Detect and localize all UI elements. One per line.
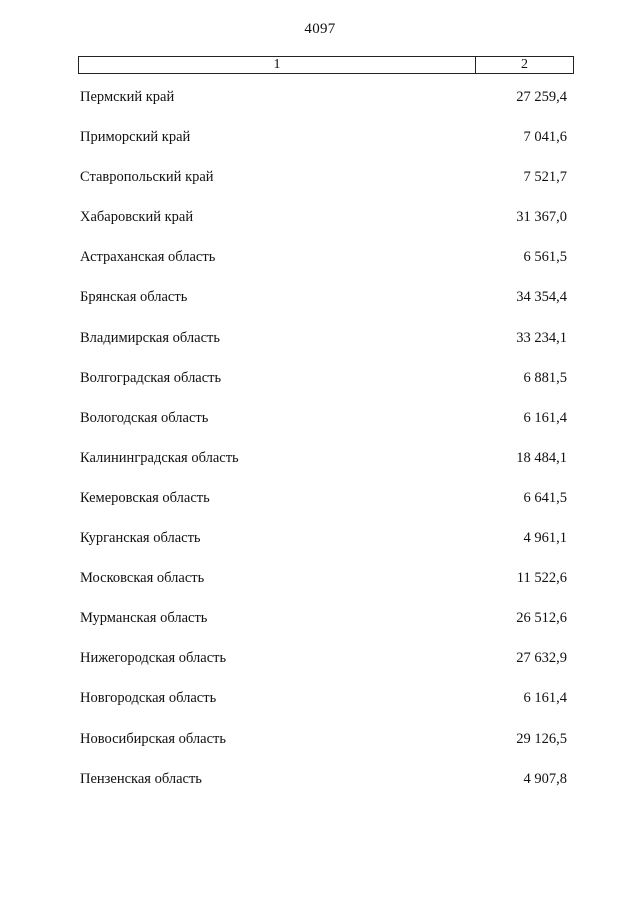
region-name: Кемеровская область <box>80 489 210 506</box>
table-row <box>80 249 567 289</box>
region-value: 26 512,6 <box>516 610 567 627</box>
table-row <box>80 530 567 570</box>
region-name: Брянская область <box>80 289 188 306</box>
region-name: Пермский край <box>80 89 175 105</box>
region-value: 6 561,5 <box>523 249 567 266</box>
region-name: Хабаровский край <box>80 209 194 226</box>
table-row <box>80 690 567 730</box>
region-name: Московская область <box>80 570 205 587</box>
region-name: Вологодская область <box>80 409 209 426</box>
table-row <box>80 731 567 771</box>
region-value: 7 041,6 <box>523 129 567 146</box>
table-row <box>80 209 567 249</box>
region-name: Калининградская область <box>80 449 239 466</box>
table-row <box>80 450 567 490</box>
region-name: Новосибирская область <box>80 730 226 747</box>
region-value: 11 522,6 <box>516 570 567 587</box>
column-header-1: 1 <box>79 57 476 73</box>
table-body <box>80 89 567 811</box>
table-row <box>80 169 567 209</box>
table-row <box>80 410 567 450</box>
region-value: 6 641,5 <box>523 489 567 506</box>
region-value: 31 367,0 <box>516 209 567 226</box>
column-header-2: 2 <box>521 57 528 72</box>
region-name: Новгородская область <box>80 690 217 707</box>
region-name: Курганская область <box>80 530 201 547</box>
region-value: 4 907,8 <box>523 770 567 787</box>
region-value: 34 354,4 <box>516 289 567 306</box>
region-name: Ставропольский край <box>80 169 214 186</box>
region-name: Владимирская область <box>80 329 220 346</box>
table-row <box>80 289 567 329</box>
region-value: 33 234,1 <box>516 329 567 346</box>
table-row <box>80 129 567 169</box>
table-row <box>80 89 567 129</box>
table-row <box>80 370 567 410</box>
region-value: 6 161,4 <box>523 690 567 707</box>
region-value: 6 881,5 <box>523 369 567 386</box>
table-row <box>80 570 567 610</box>
region-name: Мурманская область <box>80 610 208 627</box>
table-row <box>80 771 567 811</box>
region-name: Приморский край <box>80 129 191 146</box>
page-number: 4097 <box>304 21 336 37</box>
table-row <box>80 610 567 650</box>
table-row <box>80 490 567 530</box>
region-name: Астраханская область <box>80 249 216 266</box>
region-value: 18 484,1 <box>516 449 567 466</box>
region-value: 7 521,7 <box>523 169 567 186</box>
region-value: 6 161,4 <box>523 409 567 426</box>
region-name: Волгоградская область <box>80 369 222 386</box>
table-row <box>80 330 567 370</box>
region-name: Пензенская область <box>80 770 202 787</box>
region-value: 27 632,9 <box>516 650 567 667</box>
region-value: 4 961,1 <box>523 530 567 547</box>
region-value: 27 259,4 <box>516 89 567 105</box>
region-name: Нижегородская область <box>80 650 227 667</box>
table-header <box>78 56 574 74</box>
table-row <box>80 650 567 690</box>
region-value: 29 126,5 <box>516 730 567 747</box>
